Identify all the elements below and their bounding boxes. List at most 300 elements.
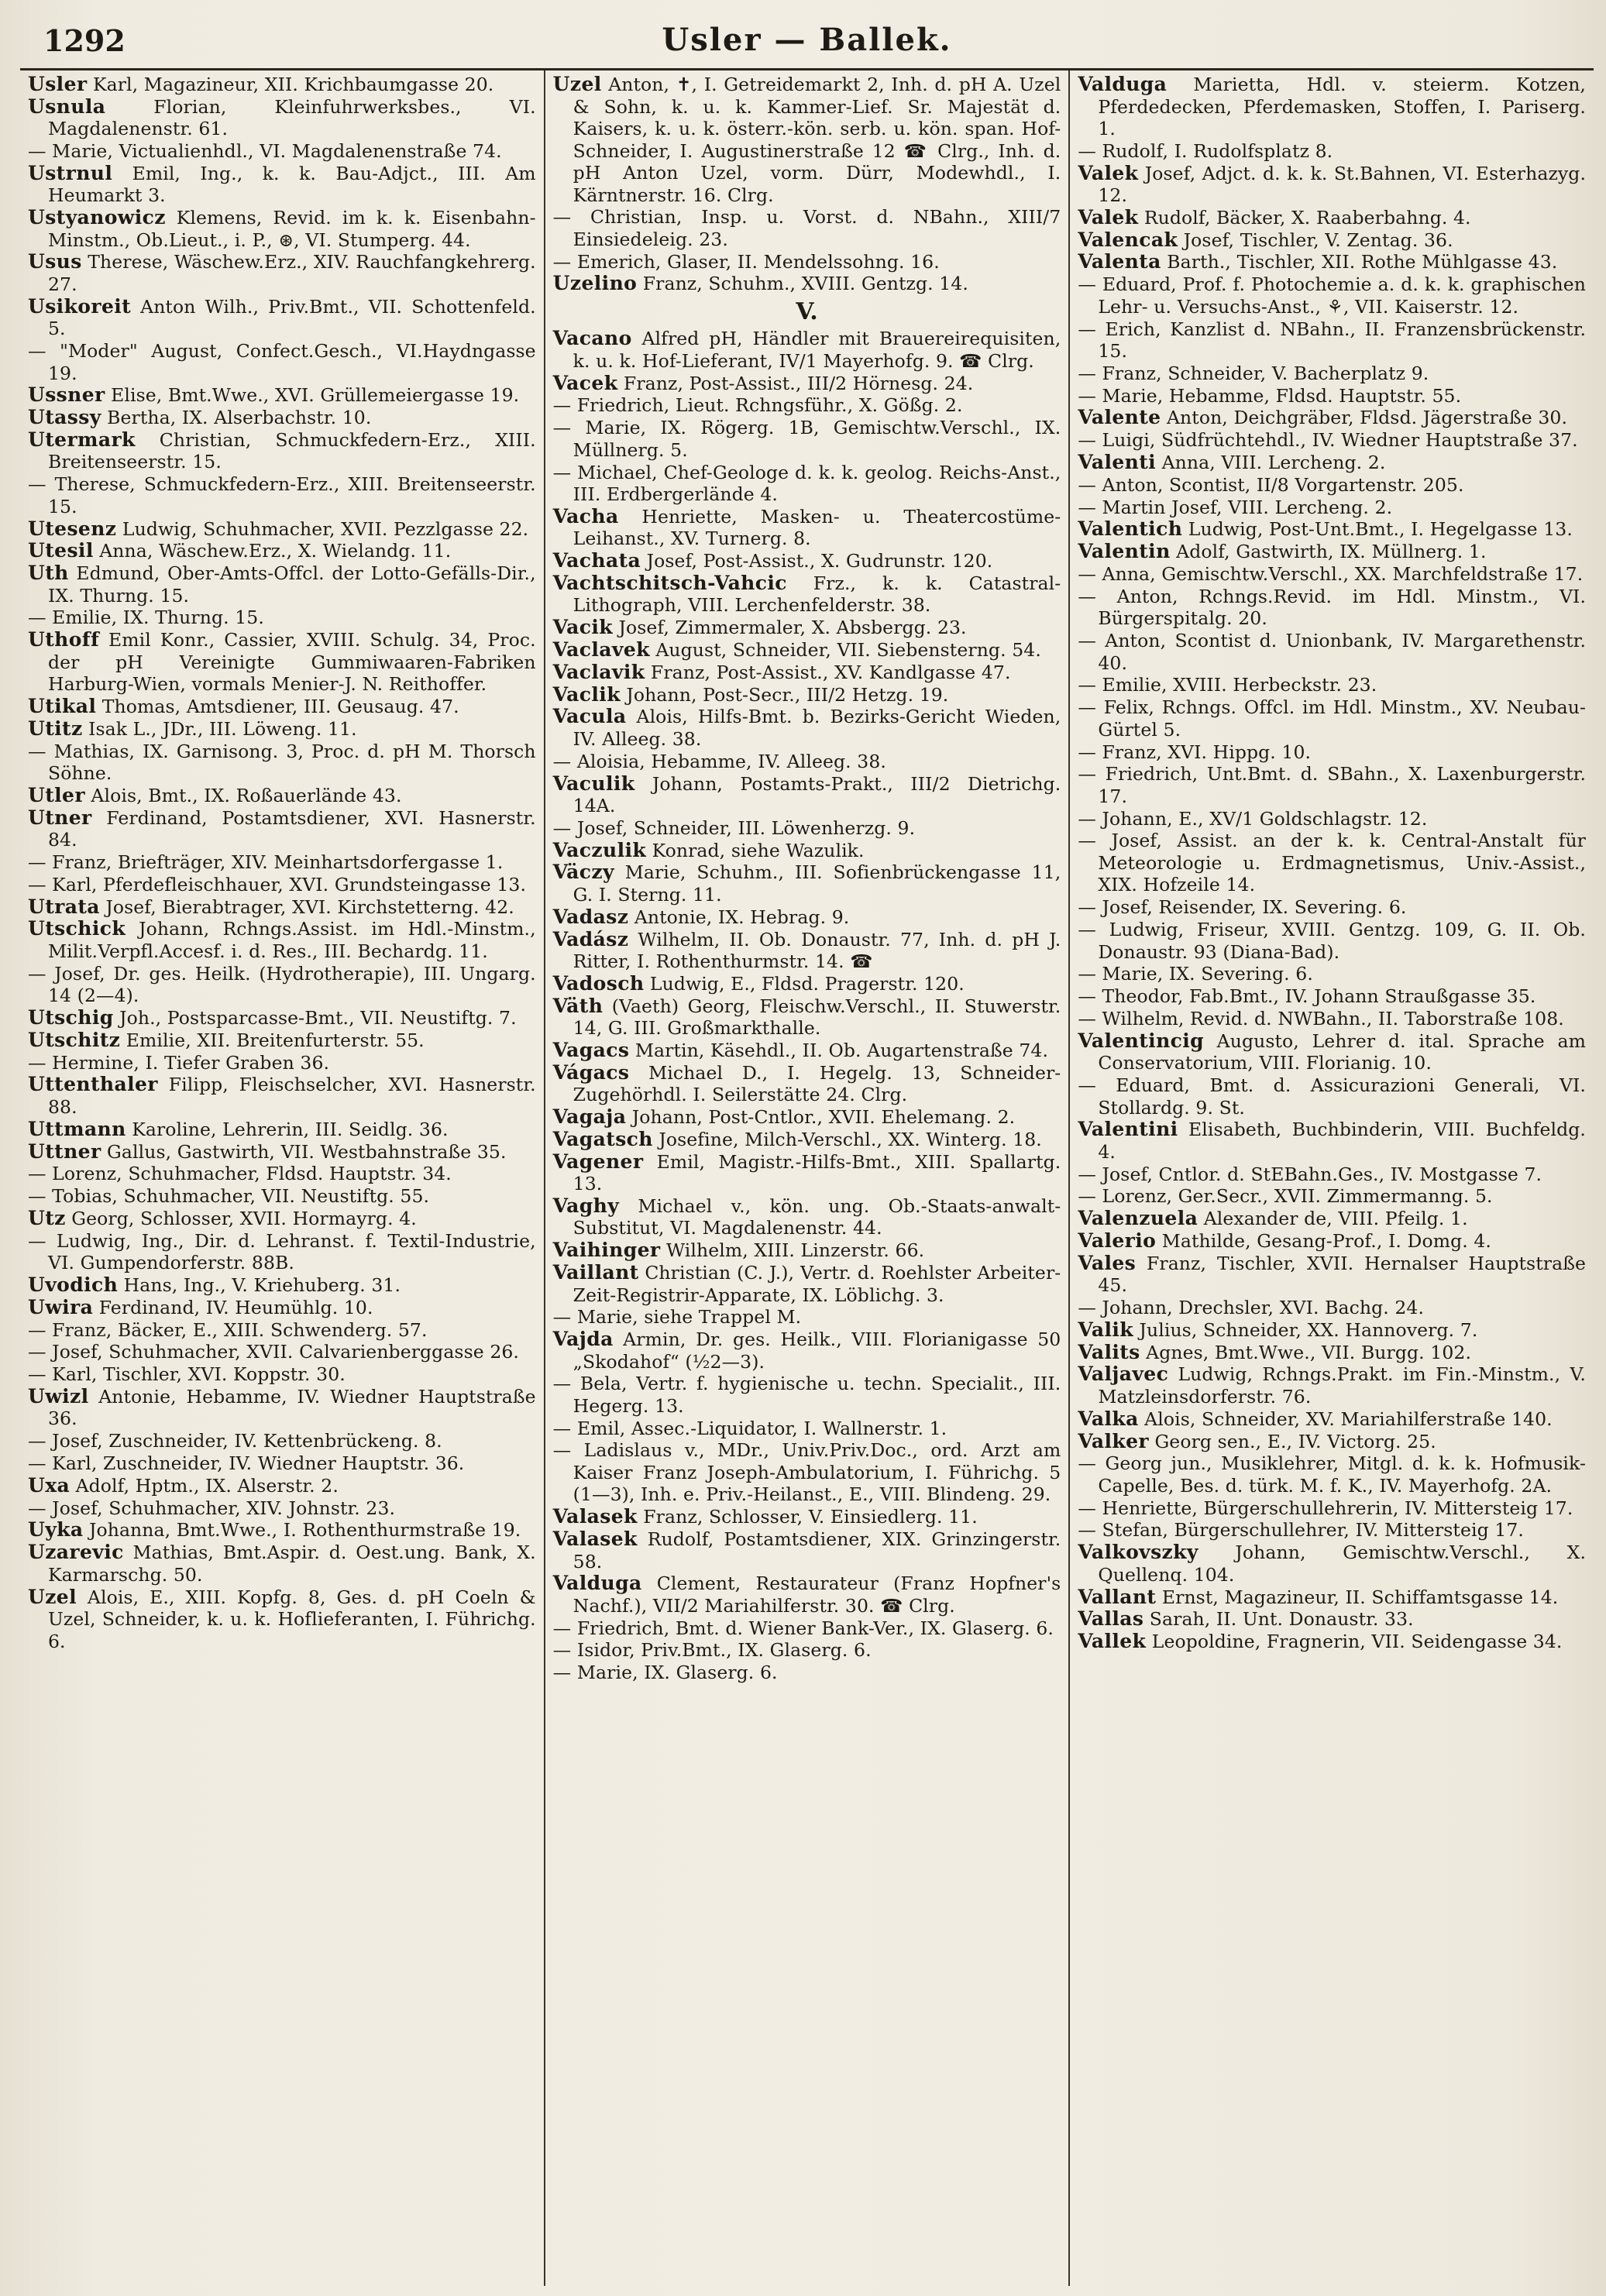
directory-entry — [1078, 1542, 1586, 1586]
entry-text: Franz, Schuhm., XVIII. Gentzg. 14. — [642, 273, 968, 295]
entry-text: — Emerich, Glaser, II. Mendelssohng. 16. — [552, 250, 940, 273]
entry-text: — Marie, Victualienhdl., VI. Magdalenenstraße 74. — [28, 140, 502, 163]
directory-entry — [1078, 674, 1586, 696]
columns — [20, 70, 1594, 2286]
directory-entry — [28, 1430, 536, 1452]
entry-text: Christian, Schmuckfedern-Erz., XIII. Breitenseerstr. 15. — [48, 428, 536, 473]
entry-surname: Uwizl — [28, 1384, 89, 1408]
entry-text: — Karl, Tischler, XVI. Koppstr. 30. — [28, 1363, 346, 1386]
entry-text: Anton Wilh., Priv.Bmt., VII. Schottenfeld. 5. — [48, 295, 536, 340]
entry-surname: Vachata — [552, 549, 641, 572]
directory-entry — [28, 1319, 536, 1342]
entry-surname: Valasek — [552, 1528, 638, 1551]
entry-surname: Valka — [1078, 1407, 1139, 1430]
directory-entry — [553, 1040, 1061, 1062]
directory-entry — [1078, 741, 1586, 764]
entry-text: — Henriette, Bürgerschullehrerin, IV. Mittersteig 17. — [1078, 1497, 1573, 1519]
entry-surname: Utassy — [28, 406, 101, 429]
directory-entry — [28, 1230, 536, 1274]
entry-text: — Marie, siehe Trappel M. — [552, 1306, 802, 1328]
entry-surname: Vallas — [1078, 1607, 1144, 1631]
entry-text: Isak L., JDr., III. Löweng. 11. — [88, 717, 357, 740]
entry-surname: Valentincig — [1078, 1029, 1205, 1052]
entry-text: Josef, Post-Assist., X. Gudrunstr. 120. — [646, 550, 993, 572]
entry-text: Franz, Tischler, XVII. Hernalser Hauptstraße 45. — [1098, 1252, 1586, 1297]
directory-entry — [1078, 1253, 1586, 1297]
directory-entry — [28, 540, 536, 562]
entry-text: — Anton, Scontist d. Unionbank, IV. Margarethenstr. 40. — [1078, 630, 1587, 674]
directory-entry — [1078, 1119, 1586, 1163]
entry-surname: Valerio — [1078, 1229, 1157, 1252]
directory-entry — [28, 74, 536, 96]
entry-surname: Uyka — [28, 1518, 84, 1542]
directory-entry — [1078, 318, 1586, 363]
entry-text: Rudolf, Postamtsdiener, XIX. Grinzingerstr. 58. — [573, 1528, 1061, 1572]
entry-text: Julius, Schneider, XX. Hannoverg. 7. — [1139, 1318, 1478, 1341]
entry-text: Bertha, IX. Alserbachstr. 10. — [107, 407, 372, 429]
entry-surname: Valker — [1078, 1429, 1149, 1452]
entry-surname: Vacula — [552, 705, 627, 728]
column-right — [1068, 70, 1594, 2286]
entry-text: — Marie, IX. Glaserg. 6. — [552, 1662, 778, 1684]
directory-entry — [28, 1475, 536, 1497]
directory-entry — [1078, 919, 1586, 963]
directory-entry — [1078, 1074, 1586, 1119]
entry-text: — Lorenz, Ger.Secr., XVII. Zimmermanng. 5. — [1078, 1185, 1493, 1208]
directory-entry — [553, 906, 1061, 929]
directory-entry — [1078, 1319, 1586, 1342]
entry-text: Agnes, Bmt.Wwe., VII. Burgg. 102. — [1146, 1341, 1472, 1363]
entry-text: Edmund, Ober-Amts-Offcl. der Lotto-Gefälls-Dir., IX. Thurng. 15. — [48, 562, 536, 607]
entry-text: Barth., Tischler, XII. Rothe Mühlgasse 43. — [1167, 251, 1558, 273]
entry-text: Franz, Post-Assist., III/2 Hörnesg. 24. — [623, 372, 974, 394]
directory-entry — [28, 1007, 536, 1029]
entry-text: Wilhelm, II. Ob. Donaustr. 77, Inh. d. pH J. Ritter, I. Rothenthurmstr. 14. ☎ — [573, 928, 1061, 973]
directory-entry — [553, 1328, 1061, 1373]
entry-text: — Josef, Reisender, IX. Severing. 6. — [1078, 896, 1407, 919]
directory-entry — [1078, 896, 1586, 919]
entry-text: Johann, Rchngs.Assist. im Hdl.-Minstm., Milit.Verpfl.Accesf. i. d. Res., III. Bechardg. 11. — [48, 918, 536, 962]
entry-surname: Vadosch — [552, 971, 645, 995]
entry-text: Konrad, siehe Wazulik. — [652, 839, 865, 861]
entry-surname: Uth — [28, 562, 69, 585]
directory-entry — [1078, 1163, 1586, 1186]
entry-surname: Väth — [552, 994, 604, 1017]
entry-surname: Uwira — [28, 1295, 94, 1318]
entry-text: — Anton, Rchngs.Revid. im Hdl. Minstm., VI. Bürgerspitalg. 20. — [1078, 585, 1587, 630]
directory-entry — [28, 1363, 536, 1386]
entry-text: Ludwig, E., Fldsd. Pragerstr. 120. — [649, 972, 965, 995]
directory-entry — [28, 96, 536, 140]
entry-text: — Marie, IX. Severing. 6. — [1078, 963, 1313, 985]
directory-entry — [1078, 1586, 1586, 1609]
directory-entry — [553, 1528, 1061, 1572]
entry-surname: Vacano — [552, 327, 632, 350]
entry-text: Anna, Wäschew.Erz., X. Wielandg. 11. — [99, 540, 452, 562]
entry-surname: Uttner — [28, 1139, 101, 1163]
entry-text: — Karl, Pferdefleischhauer, XVI. Grundsteingasse 13. — [28, 873, 527, 895]
directory-entry — [553, 929, 1061, 973]
entry-text: Adolf, Hptm., IX. Alserstr. 2. — [75, 1474, 339, 1497]
column-left — [20, 70, 544, 2286]
entry-text: Johann, Gemischtw.Verschl., X. Quellenq. 104. — [1098, 1542, 1587, 1586]
directory-entry — [28, 918, 536, 962]
directory-entry — [1078, 497, 1586, 519]
directory-entry — [553, 417, 1061, 461]
entry-surname: Valenta — [1078, 250, 1161, 273]
entry-surname: Ustyanowicz — [28, 206, 166, 229]
entry-text: — Franz, Bäcker, E., XIII. Schwenderg. 57. — [28, 1318, 428, 1341]
entry-text: Florian, Kleinfuhrwerksbes., VI. Magdalenenstr. 61. — [48, 95, 536, 140]
entry-text: Marie, Schuhm., III. Sofienbrückengasse 11, G. I. Sterng. 11. — [573, 861, 1061, 906]
directory-entry — [28, 384, 536, 407]
entry-text: Mathias, Bmt.Aspir. d. Oest.ung. Bank, X. Karmarschg. 50. — [48, 1542, 536, 1586]
directory-entry — [1078, 1342, 1586, 1364]
entry-text: Alois, Schneider, XV. Mariahilferstraße 140. — [1144, 1408, 1553, 1430]
entry-text: — Eduard, Prof. f. Photochemie a. d. k. k. graphischen Lehr- u. Versuchs-Anst., ⚘, VII. Kaiserstr. 12. — [1078, 273, 1587, 318]
entry-surname: Utrata — [28, 895, 100, 918]
directory-entry — [1078, 429, 1586, 452]
entry-text: Sarah, II. Unt. Donaustr. 33. — [1149, 1608, 1414, 1631]
directory-entry — [28, 296, 536, 340]
directory-entry — [553, 206, 1061, 250]
directory-entry — [28, 518, 536, 541]
directory-entry — [28, 1274, 536, 1297]
directory-entry — [28, 473, 536, 517]
entry-surname: Vallant — [1078, 1585, 1157, 1608]
entry-text: — Friedrich, Unt.Bmt. d. SBahn., X. Laxenburgerstr. 17. — [1078, 763, 1587, 807]
entry-text: — "Moder" August, Confect.Gesch., VI.Haydngasse 19. — [28, 340, 536, 384]
entry-text: — Emilie, IX. Thurng. 15. — [28, 607, 264, 629]
entry-surname: Valentini — [1078, 1118, 1178, 1141]
entry-text: Josef, Tischler, V. Zentag. 36. — [1183, 229, 1453, 251]
directory-entry — [28, 140, 536, 163]
entry-surname: Vadasz — [552, 905, 629, 928]
entry-text: — Stefan, Bürgerschullehrer, IV. Mittersteig 17. — [1078, 1519, 1524, 1542]
directory-entry — [553, 373, 1061, 395]
entry-text: Thomas, Amtsdiener, III. Geusaug. 47. — [101, 696, 459, 718]
entry-text: Augusto, Lehrer d. ital. Sprache am Conservatorium, VIII. Florianig. 10. — [1098, 1029, 1587, 1074]
entry-text: — Martin Josef, VIII. Lercheng. 2. — [1078, 496, 1393, 518]
entry-surname: Vaczulik — [552, 838, 647, 861]
entry-text: Elise, Bmt.Wwe., XVI. Grüllemeiergasse 19. — [111, 384, 520, 407]
directory-entry — [1078, 808, 1586, 830]
entry-surname: Vadász — [552, 927, 629, 950]
entry-surname: Usus — [28, 250, 82, 273]
entry-text: Rudolf, Bäcker, X. Raaberbahng. 4. — [1143, 206, 1471, 229]
directory-entry — [553, 1062, 1061, 1106]
entry-surname: Uvodich — [28, 1273, 119, 1296]
entry-text: — Josef, Assist. an der k. k. Central-Anstalt für Meteorologie u. Erdmagnetismus, Univ.-Assist., XIX. Hofzeile 14. — [1078, 830, 1587, 896]
entry-text: Klemens, Revid. im k. k. Eisenbahn-Minstm., Ob.Lieut., i. P., ⊛, VI. Stumperg. 44. — [48, 207, 536, 251]
entry-surname: Utesenz — [28, 517, 117, 540]
entry-surname: Valentin — [1078, 540, 1171, 563]
entry-text: Hans, Ing., V. Kriehuberg. 31. — [123, 1273, 401, 1296]
entry-text: Alexander de, VIII. Pfeilg. 1. — [1203, 1208, 1468, 1230]
entry-text: — Michael, Chef-Geologe d. k. k. geolog. Reichs-Anst., III. Erdbergerlände 4. — [552, 461, 1061, 506]
entry-text: — Franz, Briefträger, XIV. Meinhartsdorfergasse 1. — [28, 851, 504, 874]
entry-text: Michael v., kön. ung. Ob.-Staats-anwalt-Substitut, VI. Magdalenenstr. 44. — [573, 1194, 1061, 1239]
directory-entry — [553, 1662, 1061, 1684]
directory-entry — [553, 1418, 1061, 1440]
entry-text: Ludwig, Rchngs.Prakt. im Fin.-Minstm., V. Matzleinsdorferstr. 76. — [1098, 1363, 1587, 1408]
entry-text: Josef, Bierabtrager, XVI. Kirchstetterng. 42. — [105, 895, 514, 918]
directory-entry — [28, 1386, 536, 1430]
directory-entry — [553, 1306, 1061, 1328]
directory-entry — [28, 696, 536, 718]
directory-entry — [553, 1439, 1061, 1506]
directory-entry — [1078, 1408, 1586, 1431]
entry-text: Michael D., I. Hegelg. 13, Schneider-Zugehörhdl. I. Seilerstätte 24. Clrg. — [573, 1061, 1061, 1106]
entry-text: — Isidor, Priv.Bmt., IX. Glaserg. 6. — [552, 1639, 872, 1662]
directory-entry — [1078, 563, 1586, 586]
directory-entry — [553, 1262, 1061, 1306]
directory-entry — [553, 662, 1061, 684]
entry-text: Johann, Post-Cntlor., XVII. Ehelemang. 2. — [631, 1106, 1016, 1129]
entry-surname: Vacek — [552, 371, 618, 394]
directory-entry — [28, 1141, 536, 1163]
entry-text: Henriette, Masken- u. Theatercostüme-Leihanst., XV. Turnerg. 8. — [573, 505, 1061, 550]
entry-text: — Wilhelm, Revid. d. NWBahn., II. Taborstraße 108. — [1078, 1007, 1564, 1029]
directory-entry — [1078, 452, 1586, 474]
entry-surname: Usler — [28, 73, 88, 95]
directory-entry — [553, 973, 1061, 995]
directory-entry — [28, 963, 536, 1007]
entry-text: Clement, Restaurateur (Franz Hopfner's Nachf.), VII/2 Mariahilferstr. 30. ☎ Clrg. — [573, 1572, 1061, 1617]
entry-text: Martin, Käsehdl., II. Ob. Augartenstraße 74. — [634, 1039, 1049, 1061]
directory-entry — [553, 394, 1061, 417]
directory-entry — [1078, 1497, 1586, 1520]
running-head: Usler — Ballek. — [662, 22, 952, 58]
entry-surname: Uttmann — [28, 1117, 126, 1140]
directory-entry — [1078, 541, 1586, 563]
entry-surname: Utschick — [28, 917, 126, 940]
entry-text: Gallus, Gastwirth, VII. Westbahnstraße 35. — [107, 1140, 507, 1163]
entry-text: Joh., Postsparcasse-Bmt., VII. Neustiftg. 7. — [119, 1007, 517, 1029]
directory-entry — [553, 1506, 1061, 1528]
entry-text: Johanna, Bmt.Wwe., I. Rothenthurmstraße 19. — [88, 1519, 521, 1542]
entry-text: Alois, Hilfs-Bmt. b. Bezirks-Gericht Wieden, IV. Alleeg. 38. — [573, 706, 1061, 750]
section-heading: V. — [796, 297, 818, 325]
entry-text: — Bela, Vertr. f. hygienische u. techn. Specialit., III. Hegerg. 13. — [552, 1373, 1061, 1417]
entry-text: — Georg jun., Musiklehrer, Mitgl. d. k. k. Hofmusik-Capelle, Bes. d. türk. M. f. K., IV. Mayerhofg. 2A. — [1078, 1452, 1587, 1497]
directory-entry — [28, 874, 536, 896]
page-header — [20, 19, 1594, 70]
directory-entry — [553, 74, 1061, 206]
directory-entry — [1078, 163, 1586, 207]
directory-entry — [28, 1208, 536, 1230]
directory-entry — [1078, 985, 1586, 1008]
entry-text: Franz, Post-Assist., XV. Kandlgasse 47. — [650, 661, 1011, 683]
directory-entry — [553, 861, 1061, 906]
entry-text: — Josef, Schuhmacher, XVII. Calvarienberggasse 26. — [28, 1341, 520, 1363]
entry-surname: Valjavec — [1078, 1363, 1169, 1386]
entry-text: Ferdinand, Postamtsdiener, XVI. Hasnerstr. 84. — [48, 806, 536, 851]
entry-surname: Vaghy — [552, 1194, 620, 1217]
directory-entry — [553, 1639, 1061, 1662]
entry-surname: Valenti — [1078, 451, 1157, 474]
entry-text: Marietta, Hdl. v. steierm. Kotzen, Pferdedecken, Pferdemasken, Stoffen, I. Pariserg. 1. — [1098, 74, 1587, 139]
entry-text: — Tobias, Schuhmacher, VII. Neustiftg. 55. — [28, 1185, 430, 1208]
directory-entry — [1078, 229, 1586, 252]
directory-entry — [1078, 1519, 1586, 1542]
entry-surname: Valencak — [1078, 228, 1178, 251]
entry-surname: Vagacs — [552, 1038, 630, 1061]
directory-entry — [28, 562, 536, 607]
entry-surname: Utner — [28, 806, 92, 829]
directory-entry — [553, 1572, 1061, 1617]
directory-entry — [1078, 1363, 1586, 1408]
entry-text: — Felix, Rchngs. Offcl. im Hdl. Minstm., XV. Neubau-Gürtel 5. — [1078, 696, 1587, 741]
entry-surname: Valduga — [552, 1572, 642, 1595]
directory-entry — [28, 429, 536, 473]
directory-entry — [28, 163, 536, 207]
entry-text: Emilie, XII. Breitenfurterstr. 55. — [126, 1029, 425, 1051]
directory-entry — [28, 1074, 536, 1118]
entry-text: — Aloisia, Hebamme, IV. Alleeg. 38. — [552, 750, 886, 772]
entry-text: Ludwig, Post-Unt.Bmt., I. Hegelgasse 13. — [1188, 518, 1573, 541]
directory-entry — [1078, 1030, 1586, 1074]
entry-text: Mathilde, Gesang-Prof., I. Domg. 4. — [1161, 1229, 1491, 1252]
entry-text: Karl, Magazineur, XII. Krichbaumgasse 20. — [92, 74, 494, 95]
entry-surname: Vajda — [552, 1328, 614, 1351]
entry-text: Emil, Ing., k. k. Bau-Adjct., III. Am Heumarkt 3. — [48, 162, 536, 207]
entry-text: Ludwig, Schuhmacher, XVII. Pezzlgasse 22. — [122, 517, 529, 540]
directory-entry — [1078, 1008, 1586, 1030]
entry-text: — Rudolf, I. Rudolfsplatz 8. — [1078, 139, 1333, 162]
entry-surname: Ustrnul — [28, 161, 113, 184]
directory-entry — [1078, 140, 1586, 163]
entry-surname: Valits — [1078, 1340, 1140, 1363]
entry-surname: Uzarevic — [28, 1541, 124, 1564]
directory-entry — [28, 407, 536, 429]
directory-entry — [553, 550, 1061, 572]
directory-entry — [553, 462, 1061, 506]
entry-surname: Väczy — [552, 861, 614, 884]
entry-text: — Mathias, IX. Garnisong. 3, Proc. d. pH M. Thorsch Söhne. — [28, 740, 536, 785]
entry-text: Anna, VIII. Lercheng. 2. — [1161, 452, 1386, 474]
entry-surname: Uzel — [28, 1585, 77, 1608]
entry-surname: Valek — [1078, 205, 1139, 229]
entry-surname: Utschitz — [28, 1028, 121, 1051]
entry-surname: Vaclavik — [552, 660, 645, 683]
directory-entry — [28, 741, 536, 785]
entry-text: — Johann, Drechsler, XVI. Bachg. 24. — [1078, 1297, 1425, 1319]
directory-entry — [1078, 586, 1586, 630]
entry-text: — Theodor, Fab.Bmt., IV. Johann Straußgasse 35. — [1078, 985, 1536, 1008]
entry-text: — Ludwig, Friseur, XVIII. Gentzg. 109, G. II. Ob. Donaustr. 93 (Diana-Bad). — [1078, 919, 1587, 963]
directory-entry — [28, 851, 536, 874]
entry-surname: Utesil — [28, 539, 94, 562]
entry-text: — Franz, XVI. Hippg. 10. — [1078, 741, 1312, 763]
directory-entry — [553, 1617, 1061, 1640]
entry-text: — Eduard, Bmt. d. Assicurazioni Generali, VI. Stollardg. 9. St. — [1078, 1074, 1587, 1119]
directory-entry — [553, 1373, 1061, 1417]
entry-surname: Vágacs — [552, 1060, 630, 1084]
entry-surname: Uzel — [552, 73, 602, 95]
directory-entry — [1078, 74, 1586, 140]
entry-surname: Valentich — [1078, 517, 1183, 541]
entry-text: — Josef, Schuhmacher, XIV. Johnstr. 23. — [28, 1497, 396, 1519]
directory-entry — [1078, 273, 1586, 318]
entry-surname: Usikoreit — [28, 294, 132, 318]
directory-entry — [553, 817, 1061, 840]
entry-text: — Johann, E., XV/1 Goldschlagstr. 12. — [1078, 807, 1428, 830]
entry-text: — Karl, Zuschneider, IV. Wiedner Hauptstr. 36. — [28, 1452, 465, 1475]
directory-entry — [1078, 1431, 1586, 1453]
entry-surname: Vaclavek — [552, 638, 650, 662]
entry-text: Georg, Schlosser, XVII. Hormayrg. 4. — [71, 1207, 417, 1229]
entry-text: Anton, Deichgräber, Fldsd. Jägerstraße 30. — [1166, 407, 1568, 429]
entry-text: Georg sen., E., IV. Victorg. 25. — [1154, 1430, 1436, 1452]
column-middle — [544, 70, 1069, 2286]
directory-entry — [1078, 1230, 1586, 1253]
entry-text: Josef, Adjct. d. k. k. St.Bahnen, VI. Esterhazyg. 12. — [1098, 162, 1587, 207]
entry-text: — Erich, Kanzlist d. NBahn., II. Franzensbrückenstr. 15. — [1078, 318, 1587, 363]
entry-text: (Vaeth) Georg, Fleischw.Verschl., II. Stuwerstr. 14, G. III. Großmarkthalle. — [573, 995, 1061, 1040]
entry-surname: Vagener — [552, 1150, 644, 1173]
entry-text: — Friedrich, Bmt. d. Wiener Bank-Ver., IX. Glaserg. 6. — [552, 1617, 1054, 1639]
entry-text: — Emilie, XVIII. Herbeckstr. 23. — [1078, 674, 1377, 696]
directory-entry — [28, 607, 536, 629]
entry-surname: Valduga — [1078, 73, 1168, 95]
entry-text: Alois, E., XIII. Kopfg. 8, Ges. d. pH Coeln & Uzel, Schneider, k. u. k. Hoflieferanten, I. Führichg. 6. — [48, 1586, 536, 1652]
directory-entry — [1078, 696, 1586, 741]
entry-surname: Valasek — [552, 1505, 638, 1528]
entry-text: — Luigi, Südfrüchtehdl., IV. Wiedner Hauptstraße 37. — [1078, 429, 1578, 452]
entry-text: — Friedrich, Lieut. Rchngsführ., X. Gößg. 2. — [552, 394, 963, 417]
directory-entry — [1078, 1452, 1586, 1497]
directory-entry — [553, 328, 1061, 372]
directory-entry — [1078, 474, 1586, 497]
directory-entry — [28, 629, 536, 696]
entry-surname: Ussner — [28, 383, 105, 407]
directory-entry — [1078, 518, 1586, 541]
directory-entry — [28, 1185, 536, 1208]
entry-text: Elisabeth, Buchbinderin, VIII. Buchfeldg. 4. — [1098, 1119, 1586, 1163]
entry-text: — Ladislaus v., MDr., Univ.Priv.Doc., ord. Arzt am Kaiser Franz Joseph-Ambulatorium, I. Führichg. 5 (1—3), Inh. e. Priv.-Heilanst., E., VIII. Blindeng. 29. — [552, 1439, 1061, 1506]
entry-text: Ernst, Magazineur, II. Schiffamtsgasse 14. — [1161, 1586, 1559, 1608]
entry-text: Alfred pH, Händler mit Brauereirequisiten, k. u. k. Hof-Lieferant, IV/1 Mayerhofg. 9. ☎ Clrg. — [573, 328, 1061, 372]
directory-entry — [553, 1151, 1061, 1195]
directory-entry — [553, 995, 1061, 1040]
entry-surname: Utler — [28, 783, 85, 806]
directory-entry — [553, 1195, 1061, 1239]
entry-text: Antonie, IX. Hebrag. 9. — [634, 906, 850, 928]
directory-entry — [553, 751, 1061, 773]
directory-entry — [553, 506, 1061, 550]
entry-surname: Vallek — [1078, 1630, 1147, 1653]
entry-text: Leopoldine, Fragnerin, VII. Seidengasse 34. — [1151, 1631, 1563, 1653]
entry-text: — Josef, Dr. ges. Heilk. (Hydrotherapie), III. Ungarg. 14 (2—4). — [28, 962, 536, 1007]
entry-surname: Uzelino — [552, 272, 638, 295]
entry-surname: Valkovszky — [1078, 1541, 1198, 1564]
directory-entry — [28, 1542, 536, 1586]
entry-surname: Vaihinger — [552, 1239, 661, 1262]
directory-entry — [1078, 763, 1586, 807]
page-number: 1292 — [43, 23, 126, 58]
entry-text: Filipp, Fleischselcher, XVI. Hasnerstr. 88. — [48, 1074, 536, 1118]
entry-text: Emil, Magistr.-Hilfs-Bmt., XIII. Spallartg. 13. — [573, 1150, 1061, 1195]
entry-text: Therese, Wäschew.Erz., XIV. Rauchfangkehrerg. 27. — [48, 251, 536, 295]
entry-text: Wilhelm, XIII. Linzerstr. 66. — [665, 1239, 925, 1262]
entry-text: Josef, Zimmermaler, X. Absbergg. 23. — [618, 617, 967, 639]
directory-entry — [28, 251, 536, 295]
directory-entry — [1078, 1608, 1586, 1631]
entry-surname: Vagatsch — [552, 1127, 653, 1150]
directory-entry — [1078, 385, 1586, 407]
entry-surname: Vaillant — [552, 1261, 639, 1284]
